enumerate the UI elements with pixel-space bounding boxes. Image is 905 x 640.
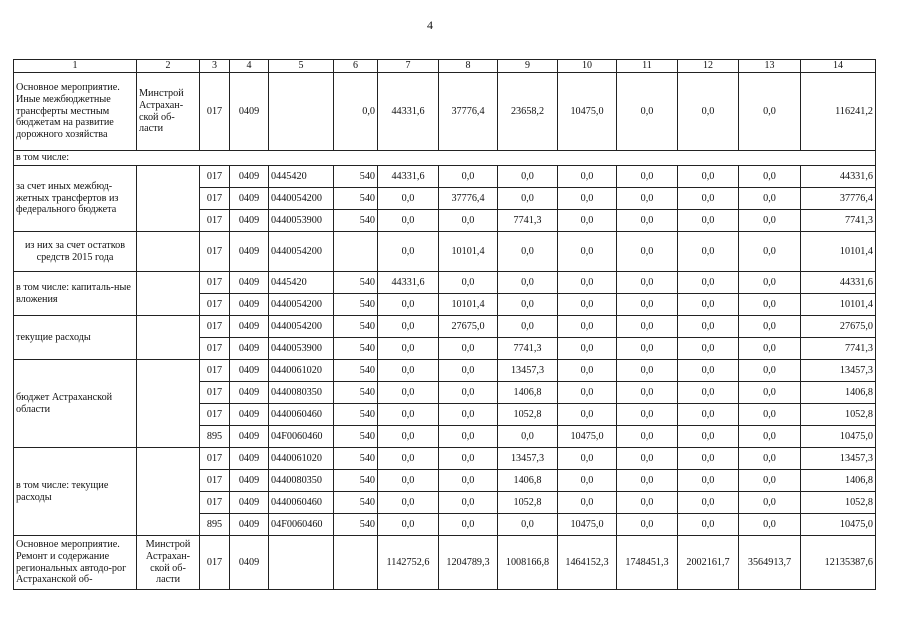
row-description: текущие расходы bbox=[14, 316, 137, 360]
column-header-3: 3 bbox=[200, 60, 230, 73]
cell-col6: 540 bbox=[334, 360, 378, 382]
cell-col6: 540 bbox=[334, 316, 378, 338]
cell-col7: 0,0 bbox=[378, 470, 439, 492]
column-header-2: 2 bbox=[137, 60, 200, 73]
cell-col7: 0,0 bbox=[378, 382, 439, 404]
cell-col11: 0,0 bbox=[617, 492, 678, 514]
cell-col12: 0,0 bbox=[678, 188, 739, 210]
cell-col13: 0,0 bbox=[739, 272, 801, 294]
cell-col13: 0,0 bbox=[739, 448, 801, 470]
cell-col9: 1406,8 bbox=[498, 470, 558, 492]
cell-col14: 13457,3 bbox=[801, 448, 876, 470]
cell-col5: 0440061020 bbox=[269, 360, 334, 382]
cell-col6: 540 bbox=[334, 272, 378, 294]
cell-col5: 0440061020 bbox=[269, 448, 334, 470]
cell-col12: 0,0 bbox=[678, 232, 739, 272]
cell-col4: 0409 bbox=[230, 514, 269, 536]
cell-col4: 0409 bbox=[230, 536, 269, 590]
cell-col14: 37776,4 bbox=[801, 188, 876, 210]
cell-col5: 0445420 bbox=[269, 166, 334, 188]
column-header-13: 13 bbox=[739, 60, 801, 73]
cell-col14: 1406,8 bbox=[801, 470, 876, 492]
column-header-7: 7 bbox=[378, 60, 439, 73]
row-description: Основное мероприятие. Ремонт и содержание региональных автодо-рог Астраханской об- bbox=[14, 536, 137, 590]
cell-col4: 0409 bbox=[230, 448, 269, 470]
cell-col5: 0440060460 bbox=[269, 404, 334, 426]
cell-col10: 0,0 bbox=[558, 272, 617, 294]
cell-col3: 017 bbox=[200, 294, 230, 316]
cell-col12: 2002161,7 bbox=[678, 536, 739, 590]
cell-col6: 540 bbox=[334, 404, 378, 426]
cell-col7: 44331,6 bbox=[378, 272, 439, 294]
cell-col9: 0,0 bbox=[498, 514, 558, 536]
cell-col14: 116241,2 bbox=[801, 73, 876, 151]
cell-col9: 0,0 bbox=[498, 316, 558, 338]
cell-col8: 0,0 bbox=[439, 360, 498, 382]
cell-col6: 540 bbox=[334, 166, 378, 188]
cell-col7: 0,0 bbox=[378, 232, 439, 272]
cell-col7: 0,0 bbox=[378, 210, 439, 232]
cell-col11: 0,0 bbox=[617, 470, 678, 492]
table-row bbox=[14, 360, 876, 382]
cell-col12: 0,0 bbox=[678, 470, 739, 492]
cell-col13: 0,0 bbox=[739, 470, 801, 492]
cell-col7: 1142752,6 bbox=[378, 536, 439, 590]
cell-col6: 540 bbox=[334, 470, 378, 492]
cell-col3: 017 bbox=[200, 492, 230, 514]
cell-col3: 017 bbox=[200, 272, 230, 294]
column-header-9: 9 bbox=[498, 60, 558, 73]
cell-col8: 0,0 bbox=[439, 426, 498, 448]
cell-col9: 0,0 bbox=[498, 166, 558, 188]
cell-col3: 017 bbox=[200, 210, 230, 232]
cell-col3: 895 bbox=[200, 514, 230, 536]
cell-col13: 0,0 bbox=[739, 210, 801, 232]
cell-col12: 0,0 bbox=[678, 382, 739, 404]
cell-col9: 0,0 bbox=[498, 294, 558, 316]
cell-col9: 1008166,8 bbox=[498, 536, 558, 590]
cell-col13: 0,0 bbox=[739, 382, 801, 404]
cell-col8: 0,0 bbox=[439, 210, 498, 232]
cell-col8: 0,0 bbox=[439, 514, 498, 536]
cell-col7: 0,0 bbox=[378, 448, 439, 470]
cell-col8: 10101,4 bbox=[439, 232, 498, 272]
cell-col9: 0,0 bbox=[498, 232, 558, 272]
cell-col5: 04F0060460 bbox=[269, 426, 334, 448]
cell-col9: 13457,3 bbox=[498, 360, 558, 382]
cell-col12: 0,0 bbox=[678, 404, 739, 426]
table-row bbox=[14, 232, 876, 272]
cell-col11: 0,0 bbox=[617, 360, 678, 382]
cell-col5 bbox=[269, 73, 334, 151]
cell-col6: 540 bbox=[334, 448, 378, 470]
cell-col7: 0,0 bbox=[378, 188, 439, 210]
column-header-4: 4 bbox=[230, 60, 269, 73]
cell-col8: 0,0 bbox=[439, 470, 498, 492]
cell-col9: 1052,8 bbox=[498, 404, 558, 426]
cell-col14: 27675,0 bbox=[801, 316, 876, 338]
cell-col5: 0440054200 bbox=[269, 232, 334, 272]
table-row bbox=[14, 73, 876, 151]
column-header-6: 6 bbox=[334, 60, 378, 73]
cell-col7: 0,0 bbox=[378, 404, 439, 426]
cell-col14: 10475,0 bbox=[801, 426, 876, 448]
cell-col12: 0,0 bbox=[678, 514, 739, 536]
cell-col9: 7741,3 bbox=[498, 338, 558, 360]
cell-col4: 0409 bbox=[230, 338, 269, 360]
cell-col5: 04F0060460 bbox=[269, 514, 334, 536]
cell-col6: 540 bbox=[334, 338, 378, 360]
cell-col4: 0409 bbox=[230, 73, 269, 151]
cell-organization bbox=[137, 232, 200, 272]
cell-col14: 1406,8 bbox=[801, 382, 876, 404]
cell-col12: 0,0 bbox=[678, 492, 739, 514]
cell-col14: 12135387,6 bbox=[801, 536, 876, 590]
cell-col6 bbox=[334, 536, 378, 590]
cell-col5: 0440060460 bbox=[269, 492, 334, 514]
cell-col3: 017 bbox=[200, 470, 230, 492]
cell-col13: 0,0 bbox=[739, 338, 801, 360]
cell-col14: 7741,3 bbox=[801, 338, 876, 360]
cell-col4: 0409 bbox=[230, 316, 269, 338]
table-row bbox=[14, 151, 876, 166]
cell-col6: 540 bbox=[334, 426, 378, 448]
cell-col11: 0,0 bbox=[617, 448, 678, 470]
cell-col4: 0409 bbox=[230, 492, 269, 514]
column-header-5: 5 bbox=[269, 60, 334, 73]
cell-col13: 0,0 bbox=[739, 514, 801, 536]
cell-col13: 0,0 bbox=[739, 492, 801, 514]
cell-col5 bbox=[269, 536, 334, 590]
cell-col5: 0445420 bbox=[269, 272, 334, 294]
cell-col6: 540 bbox=[334, 492, 378, 514]
cell-col7: 0,0 bbox=[378, 492, 439, 514]
row-description: из них за счет остатков средств 2015 года bbox=[14, 232, 137, 272]
cell-col14: 13457,3 bbox=[801, 360, 876, 382]
row-description: в том числе: bbox=[14, 151, 876, 166]
cell-col12: 0,0 bbox=[678, 448, 739, 470]
cell-col14: 44331,6 bbox=[801, 272, 876, 294]
cell-col3: 895 bbox=[200, 426, 230, 448]
cell-col12: 0,0 bbox=[678, 294, 739, 316]
cell-col8: 27675,0 bbox=[439, 316, 498, 338]
cell-col11: 0,0 bbox=[617, 166, 678, 188]
cell-col10: 0,0 bbox=[558, 232, 617, 272]
cell-col9: 0,0 bbox=[498, 426, 558, 448]
cell-organization bbox=[137, 316, 200, 360]
cell-col7: 0,0 bbox=[378, 338, 439, 360]
cell-col10: 0,0 bbox=[558, 166, 617, 188]
cell-col13: 3564913,7 bbox=[739, 536, 801, 590]
cell-col14: 1052,8 bbox=[801, 404, 876, 426]
cell-col14: 10101,4 bbox=[801, 232, 876, 272]
column-header-1: 1 bbox=[14, 60, 137, 73]
cell-col4: 0409 bbox=[230, 470, 269, 492]
cell-col8: 10101,4 bbox=[439, 294, 498, 316]
cell-col8: 0,0 bbox=[439, 166, 498, 188]
cell-col10: 10475,0 bbox=[558, 73, 617, 151]
table-row bbox=[14, 448, 876, 470]
cell-col4: 0409 bbox=[230, 272, 269, 294]
cell-col10: 0,0 bbox=[558, 316, 617, 338]
cell-col10: 10475,0 bbox=[558, 426, 617, 448]
cell-organization: Минстрой Астрахан-ской об-ласти bbox=[137, 536, 200, 590]
cell-col5: 0440080350 bbox=[269, 470, 334, 492]
cell-col8: 37776,4 bbox=[439, 188, 498, 210]
cell-col7: 0,0 bbox=[378, 294, 439, 316]
cell-col11: 0,0 bbox=[617, 514, 678, 536]
cell-col10: 0,0 bbox=[558, 294, 617, 316]
column-header-10: 10 bbox=[558, 60, 617, 73]
cell-col13: 0,0 bbox=[739, 316, 801, 338]
cell-col8: 0,0 bbox=[439, 404, 498, 426]
cell-col3: 017 bbox=[200, 448, 230, 470]
cell-col8: 37776,4 bbox=[439, 73, 498, 151]
cell-organization bbox=[137, 272, 200, 316]
cell-col7: 44331,6 bbox=[378, 166, 439, 188]
cell-col9: 13457,3 bbox=[498, 448, 558, 470]
cell-col13: 0,0 bbox=[739, 360, 801, 382]
cell-col8: 0,0 bbox=[439, 272, 498, 294]
cell-col12: 0,0 bbox=[678, 272, 739, 294]
cell-col11: 0,0 bbox=[617, 294, 678, 316]
cell-col3: 017 bbox=[200, 360, 230, 382]
cell-col11: 0,0 bbox=[617, 404, 678, 426]
cell-col3: 017 bbox=[200, 382, 230, 404]
cell-col13: 0,0 bbox=[739, 404, 801, 426]
cell-col4: 0409 bbox=[230, 426, 269, 448]
row-description: Основное мероприятие. Иные межбюджетные трансферты местным бюджетам на развитие дорожного хозяйства bbox=[14, 73, 137, 151]
cell-col4: 0409 bbox=[230, 166, 269, 188]
cell-col4: 0409 bbox=[230, 382, 269, 404]
cell-col3: 017 bbox=[200, 73, 230, 151]
cell-col10: 0,0 bbox=[558, 470, 617, 492]
cell-col13: 0,0 bbox=[739, 232, 801, 272]
cell-col3: 017 bbox=[200, 338, 230, 360]
cell-col10: 0,0 bbox=[558, 360, 617, 382]
cell-col13: 0,0 bbox=[739, 188, 801, 210]
cell-col3: 017 bbox=[200, 404, 230, 426]
cell-col5: 0440054200 bbox=[269, 294, 334, 316]
row-description: за счет иных межбюд-жетных трансфертов из федерального бюджета bbox=[14, 166, 137, 232]
column-header-14: 14 bbox=[801, 60, 876, 73]
cell-col9: 1406,8 bbox=[498, 382, 558, 404]
cell-col6 bbox=[334, 232, 378, 272]
cell-col3: 017 bbox=[200, 166, 230, 188]
cell-col9: 7741,3 bbox=[498, 210, 558, 232]
cell-col6: 0,0 bbox=[334, 73, 378, 151]
cell-organization bbox=[137, 448, 200, 536]
cell-col12: 0,0 bbox=[678, 166, 739, 188]
cell-col3: 017 bbox=[200, 536, 230, 590]
cell-col11: 0,0 bbox=[617, 73, 678, 151]
cell-col13: 0,0 bbox=[739, 166, 801, 188]
cell-col6: 540 bbox=[334, 514, 378, 536]
row-description: в том числе: капиталь-ные вложения bbox=[14, 272, 137, 316]
cell-col11: 0,0 bbox=[617, 188, 678, 210]
page-number: 4 bbox=[427, 18, 433, 32]
cell-col8: 1204789,3 bbox=[439, 536, 498, 590]
budget-table bbox=[13, 59, 876, 590]
cell-col10: 0,0 bbox=[558, 492, 617, 514]
cell-col11: 0,0 bbox=[617, 232, 678, 272]
cell-col12: 0,0 bbox=[678, 210, 739, 232]
cell-col11: 0,0 bbox=[617, 338, 678, 360]
cell-col11: 1748451,3 bbox=[617, 536, 678, 590]
cell-col14: 1052,8 bbox=[801, 492, 876, 514]
column-header-8: 8 bbox=[439, 60, 498, 73]
cell-col5: 0440053900 bbox=[269, 338, 334, 360]
table-row bbox=[14, 536, 876, 590]
table-row bbox=[14, 166, 876, 188]
cell-col5: 0440054200 bbox=[269, 188, 334, 210]
cell-col9: 1052,8 bbox=[498, 492, 558, 514]
cell-col14: 44331,6 bbox=[801, 166, 876, 188]
cell-organization bbox=[137, 360, 200, 448]
column-header-12: 12 bbox=[678, 60, 739, 73]
cell-col9: 0,0 bbox=[498, 272, 558, 294]
cell-col10: 0,0 bbox=[558, 382, 617, 404]
cell-col9: 23658,2 bbox=[498, 73, 558, 151]
cell-organization: Минстрой Астрахан-ской об-ласти bbox=[137, 73, 200, 151]
cell-col8: 0,0 bbox=[439, 382, 498, 404]
cell-col7: 0,0 bbox=[378, 316, 439, 338]
row-description: в том числе: текущие расходы bbox=[14, 448, 137, 536]
cell-col14: 10475,0 bbox=[801, 514, 876, 536]
cell-col11: 0,0 bbox=[617, 316, 678, 338]
cell-col4: 0409 bbox=[230, 404, 269, 426]
cell-col6: 540 bbox=[334, 294, 378, 316]
column-header-11: 11 bbox=[617, 60, 678, 73]
cell-col6: 540 bbox=[334, 188, 378, 210]
cell-col8: 0,0 bbox=[439, 448, 498, 470]
cell-col13: 0,0 bbox=[739, 73, 801, 151]
cell-col10: 0,0 bbox=[558, 188, 617, 210]
cell-col14: 10101,4 bbox=[801, 294, 876, 316]
cell-organization bbox=[137, 166, 200, 232]
cell-col11: 0,0 bbox=[617, 210, 678, 232]
cell-col10: 1464152,3 bbox=[558, 536, 617, 590]
cell-col14: 7741,3 bbox=[801, 210, 876, 232]
cell-col3: 017 bbox=[200, 316, 230, 338]
cell-col4: 0409 bbox=[230, 232, 269, 272]
cell-col9: 0,0 bbox=[498, 188, 558, 210]
cell-col12: 0,0 bbox=[678, 426, 739, 448]
table-row bbox=[14, 316, 876, 338]
cell-col13: 0,0 bbox=[739, 426, 801, 448]
header-row bbox=[14, 60, 876, 73]
cell-col6: 540 bbox=[334, 382, 378, 404]
cell-col12: 0,0 bbox=[678, 316, 739, 338]
cell-col11: 0,0 bbox=[617, 272, 678, 294]
cell-col7: 44331,6 bbox=[378, 73, 439, 151]
cell-col6: 540 bbox=[334, 210, 378, 232]
table-row bbox=[14, 272, 876, 294]
cell-col12: 0,0 bbox=[678, 338, 739, 360]
cell-col7: 0,0 bbox=[378, 426, 439, 448]
cell-col4: 0409 bbox=[230, 294, 269, 316]
cell-col10: 0,0 bbox=[558, 210, 617, 232]
cell-col3: 017 bbox=[200, 188, 230, 210]
cell-col5: 0440080350 bbox=[269, 382, 334, 404]
cell-col4: 0409 bbox=[230, 188, 269, 210]
cell-col11: 0,0 bbox=[617, 426, 678, 448]
cell-col12: 0,0 bbox=[678, 73, 739, 151]
cell-col7: 0,0 bbox=[378, 514, 439, 536]
cell-col5: 0440053900 bbox=[269, 210, 334, 232]
cell-col5: 0440054200 bbox=[269, 316, 334, 338]
cell-col4: 0409 bbox=[230, 210, 269, 232]
cell-col8: 0,0 bbox=[439, 492, 498, 514]
cell-col10: 10475,0 bbox=[558, 514, 617, 536]
cell-col10: 0,0 bbox=[558, 448, 617, 470]
cell-col4: 0409 bbox=[230, 360, 269, 382]
cell-col10: 0,0 bbox=[558, 404, 617, 426]
cell-col8: 0,0 bbox=[439, 338, 498, 360]
cell-col3: 017 bbox=[200, 232, 230, 272]
row-description: бюджет Астраханской области bbox=[14, 360, 137, 448]
cell-col7: 0,0 bbox=[378, 360, 439, 382]
cell-col11: 0,0 bbox=[617, 382, 678, 404]
cell-col10: 0,0 bbox=[558, 338, 617, 360]
cell-col12: 0,0 bbox=[678, 360, 739, 382]
cell-col13: 0,0 bbox=[739, 294, 801, 316]
